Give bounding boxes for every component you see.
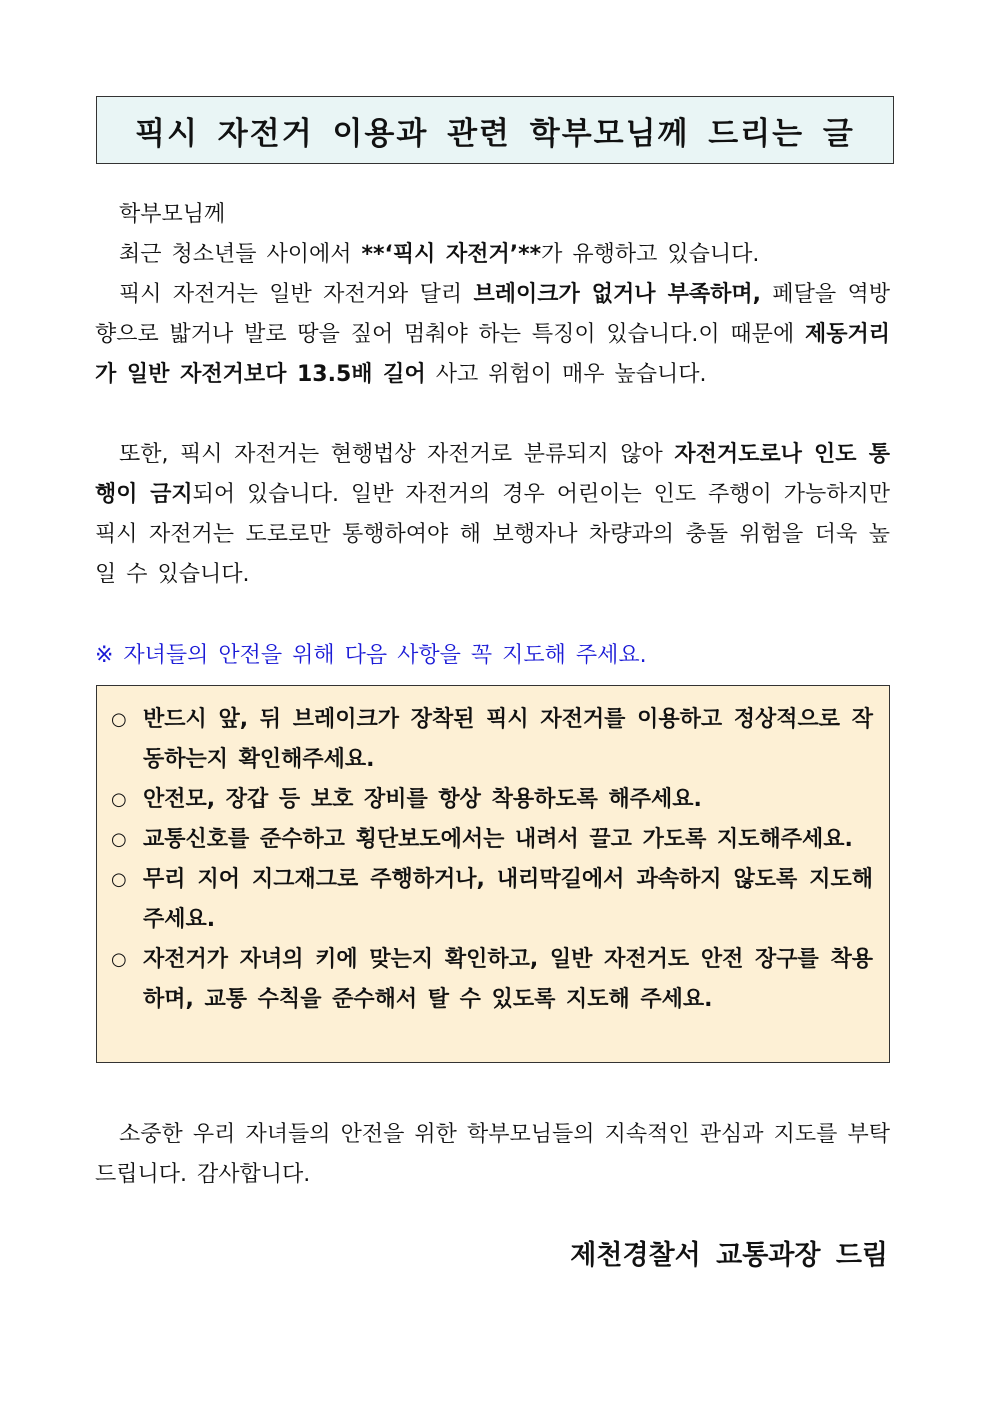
list-item: [111, 700, 873, 780]
paragraph-brakes-bold-2: 제동거리가 일반 자전거보다 13.5배 길어: [95, 322, 890, 387]
paragraph-road-law-bold-1: 자전거도로나 인도 통행이 금지: [95, 442, 890, 507]
paragraph-road-law-text-1: 또한, 픽시 자전거는 현행법상 자전거로 분류되지 않아: [119, 442, 675, 467]
paragraph-brakes: [95, 275, 890, 395]
circle-bullet-icon: ○: [111, 869, 127, 890]
guidance-notice: ※ 자녀들의 안전을 위해 다음 사항을 꼭 지도해 주세요.: [95, 643, 647, 668]
paragraph-trend-text-1: 최근 청소년들 사이에서: [119, 242, 362, 267]
list-item-text: 반드시 앞, 뒤 브레이크가 장착된 픽시 자전거를 이용하고 정상적으로 작동하는지 확인해주세요.: [143, 707, 873, 772]
title-box: [96, 96, 894, 164]
paragraph-trend-text-2: 가 유행하고 있습니다.: [541, 242, 760, 267]
list-item: [111, 780, 873, 820]
paragraph-brakes-text-1: 픽시 자전거는 일반 자전거와 달리: [119, 282, 474, 307]
paragraph-road-law-text-2: 되어 있습니다. 일반 자전거의 경우 어린이는 인도 주행이 가능하지만 픽시 자전거는 도로로만 통행하여야 해 보행자나 차량과의 충돌 위험을 더욱 높일 수 있습니다.: [95, 482, 890, 587]
list-item-text: 자전거가 자녀의 키에 맞는지 확인하고, 일반 자전거도 안전 장구를 착용하며, 교통 수칙을 준수해서 탈 수 있도록 지도해 주세요.: [143, 947, 873, 1012]
circle-bullet-icon: ○: [111, 709, 127, 730]
paragraph-road-law: [95, 435, 890, 595]
list-item: [111, 940, 873, 1020]
signature: 제천경찰서 교통과장 드림: [570, 1240, 888, 1271]
guidance-list-box: [96, 685, 890, 1063]
list-item: [111, 860, 873, 940]
paragraph-brakes-text-3: 사고 위험이 매우 높습니다.: [425, 362, 707, 387]
document-title: 픽시 자전거 이용과 관련 학부모님께 드리는 글: [135, 115, 855, 152]
list-item: [111, 820, 873, 860]
list-item-text: 교통신호를 준수하고 횡단보도에서는 내려서 끌고 가도록 지도해주세요.: [143, 827, 853, 852]
paragraph-brakes-text-2: 페달을 역방향으로 밟거나 발로 땅을 짚어 멈춰야 하는 특징이 있습니다.이 때문에: [95, 282, 891, 347]
paragraph-trend-highlight: **‘픽시 자전거’**: [361, 242, 542, 267]
circle-bullet-icon: ○: [111, 789, 127, 810]
circle-bullet-icon: ○: [111, 949, 127, 970]
greeting: 학부모님께: [119, 202, 226, 227]
circle-bullet-icon: ○: [111, 829, 127, 850]
list-item-text: 안전모, 장갑 등 보호 장비를 항상 착용하도록 해주세요.: [143, 787, 702, 812]
paragraph-trend: [95, 235, 890, 275]
closing-paragraph: 소중한 우리 자녀들의 안전을 위한 학부모님들의 지속적인 관심과 지도를 부탁드립니다. 감사합니다.: [95, 1122, 890, 1187]
paragraph-brakes-bold-1: 브레이크가 없거나 부족하며,: [473, 282, 761, 307]
list-item-text: 무리 지어 지그재그로 주행하거나, 내리막길에서 과속하지 않도록 지도해 주세요.: [143, 867, 873, 932]
